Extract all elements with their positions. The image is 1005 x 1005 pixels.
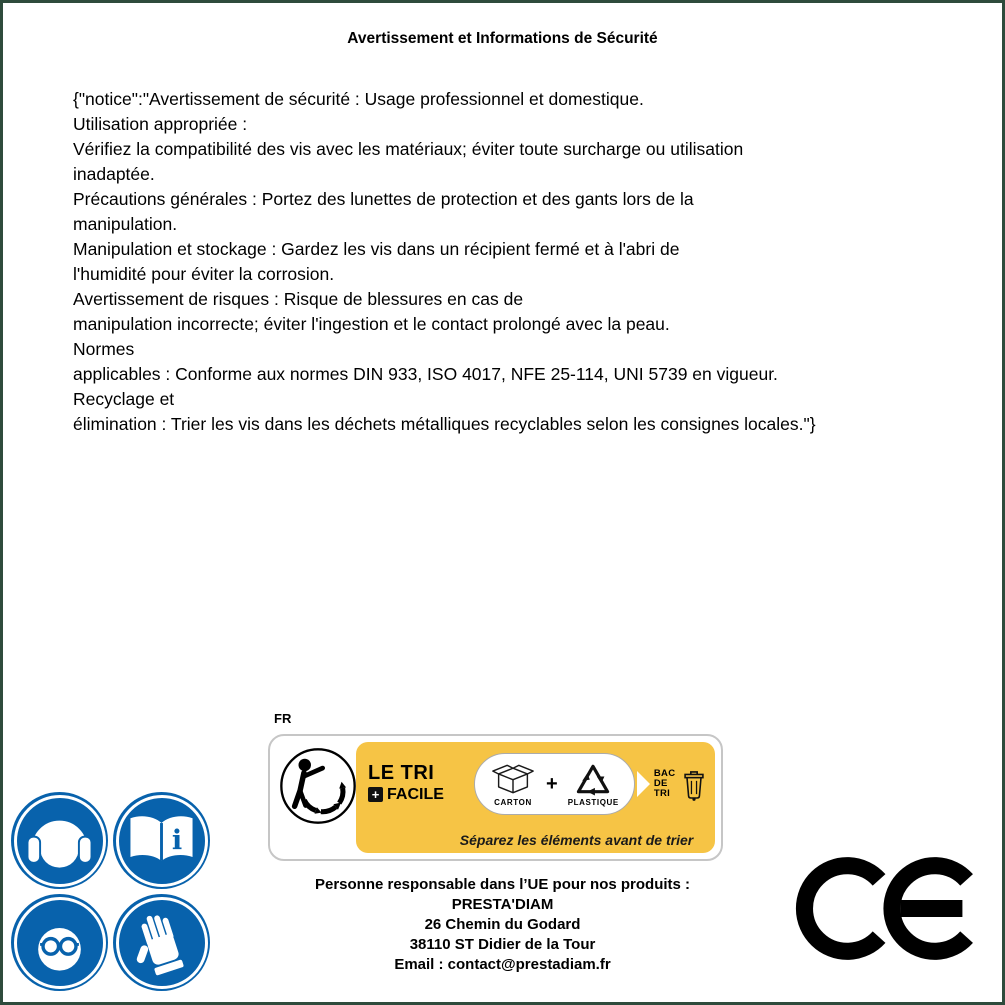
triman-icon	[279, 747, 357, 825]
info-tri-row	[356, 742, 715, 826]
notice-line: manipulation.	[73, 214, 178, 234]
notice-line: Normes	[73, 339, 135, 359]
materials-pill	[474, 753, 635, 815]
email-line: Email : contact@prestadiam.fr	[394, 956, 611, 973]
le-tri-facile-title	[368, 763, 466, 805]
notice-line: Recyclage et	[73, 389, 175, 409]
recycling-label	[268, 734, 723, 861]
notice-line: manipulation incorrecte; éviter l'ingestion et le contact prolongé avec la peau.	[73, 314, 670, 334]
address-line-2: 38110 ST Didier de la Tour	[409, 936, 596, 953]
sorting-instruction: Séparez les éléments avant de trier	[459, 832, 694, 848]
notice-line: Vérifiez la compatibilité des vis avec les matériaux; éviter toute surcharge ou utilisation	[73, 139, 744, 159]
notice-line: Avertissement de risques : Risque de blessures en cas de	[73, 289, 524, 309]
notice-line: Précautions générales : Portez des lunettes de protection et des gants lors de la	[73, 189, 694, 209]
le-tri-text: LE TRI	[368, 762, 435, 784]
responsible-heading: Personne responsable dans l’UE pour nos produits :	[314, 876, 691, 893]
bin-label: BAC DE TRI	[653, 768, 676, 799]
waste-bin-icon	[680, 766, 708, 802]
plus-box-icon: +	[368, 787, 383, 802]
facile-text: FACILE	[387, 786, 444, 803]
notice-line: élimination : Trier les vis dans les déchets métalliques recyclables selon les consignes locales."}	[73, 414, 816, 434]
carton-box-icon	[490, 761, 536, 797]
address-line-1: 26 Chemin du Godard	[424, 916, 581, 933]
plus-separator: +	[546, 772, 558, 795]
notice-line: l'humidité pour éviter la corrosion.	[73, 264, 335, 284]
notice-line: Manipulation et stockage : Gardez les vis dans un récipient fermé et à l'abri de	[73, 239, 680, 259]
notice-line: inadaptée.	[73, 164, 155, 184]
carton-material	[490, 761, 536, 807]
plastique-label: PLASTIQUE	[567, 798, 619, 807]
company-name: PRESTA'DIAM	[451, 896, 554, 913]
notice-text	[73, 87, 816, 437]
plastique-material	[568, 761, 619, 807]
fr-label: FR	[274, 711, 292, 726]
notice-line: Utilisation appropriée :	[73, 114, 248, 134]
notice-line: applicables : Conforme aux normes DIN 933, ISO 4017, NFE 25-114, UNI 5739 en vigueur.	[73, 364, 778, 384]
svg-text:i: i	[171, 824, 183, 857]
arrow-notch-icon	[637, 771, 650, 797]
notice-line: {"notice":"Avertissement de sécurité : Usage professionnel et domestique.	[73, 89, 644, 109]
page-title: Avertissement et Informations de Sécurité	[347, 30, 658, 47]
info-tri-band	[356, 742, 715, 853]
carton-label: CARTON	[494, 798, 532, 807]
bin-flag	[654, 766, 708, 802]
ce-mark-icon	[795, 856, 990, 961]
plastic-recycling-icon	[574, 761, 612, 797]
